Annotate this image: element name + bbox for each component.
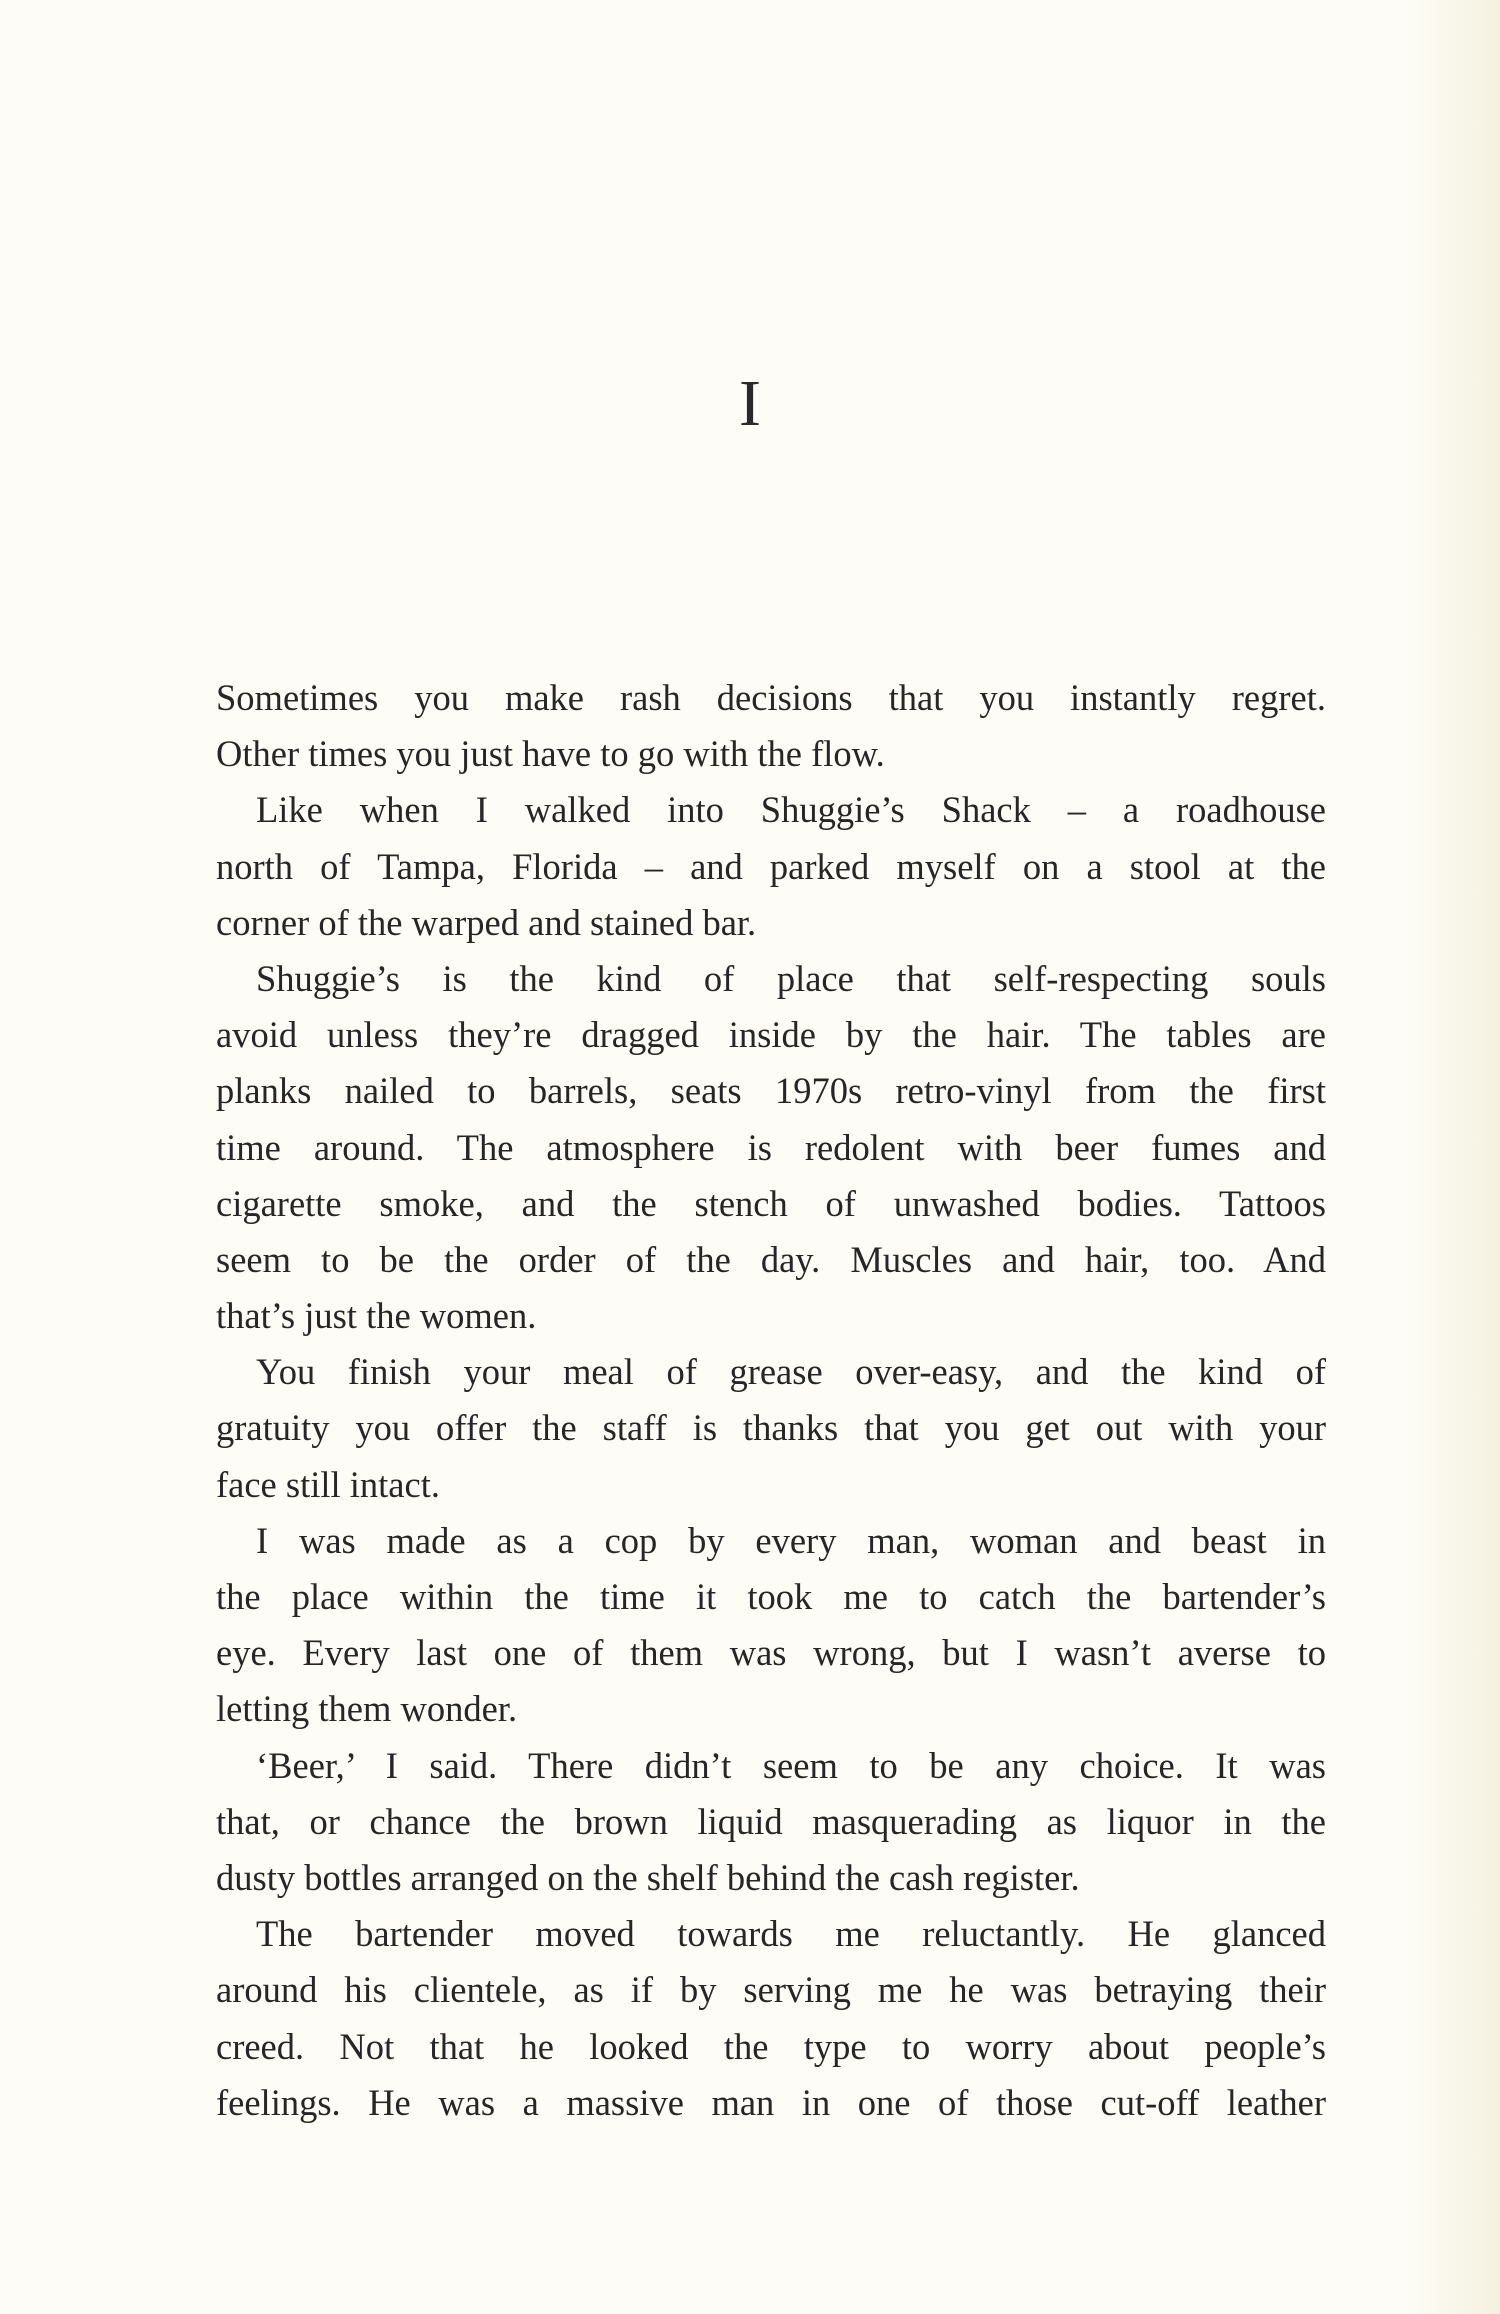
text-line: Shuggie’s is the kind of place that self-respecting souls — [256, 957, 1326, 999]
text-line: I was made as a cop by every man, woman and beast in — [256, 1519, 1326, 1561]
text-line: Other times you just have to go with the flow. — [216, 733, 885, 775]
paragraph — [216, 951, 1326, 1344]
text-line: feelings. He was a massive man in one of those cut-off leather — [216, 2081, 1326, 2123]
text-line: the place within the time it took me to catch the bartender’s — [216, 1576, 1326, 1617]
paragraph — [216, 1738, 1326, 1907]
paragraph — [216, 1513, 1326, 1738]
text-line: face still intact. — [216, 1463, 440, 1505]
text-line: eye. Every last one of them was wrong, but I wasn’t averse to — [216, 1632, 1326, 1674]
text-line: Like when I walked into Shuggie’s Shack – a roadhouse — [256, 789, 1326, 831]
paragraph — [216, 670, 1326, 782]
text-line: gratuity you offer the staff is thanks that you get out with your — [216, 1407, 1326, 1449]
text-line: around his clientele, as if by serving me he was betraying their — [216, 1969, 1326, 2011]
text-line: that’s just the women. — [216, 1295, 537, 1337]
text-line: planks nailed to barrels, seats 1970s retro-vinyl from the first — [216, 1070, 1326, 1112]
text-line: The bartender moved towards me reluctantly. He glanced — [256, 1913, 1326, 1955]
text-line: ‘Beer,’ I said. There didn’t seem to be any choice. It was — [256, 1744, 1326, 1786]
body-text — [216, 670, 1326, 2131]
paragraph — [216, 782, 1326, 951]
page-edge-shadow — [1410, 0, 1500, 2314]
text-line: that, or chance the brown liquid masquerading as liquor in the — [216, 1800, 1326, 1842]
chapter-number: I — [739, 367, 761, 440]
text-line: dusty bottles arranged on the shelf behind the cash register. — [216, 1856, 1080, 1898]
text-line: corner of the warped and stained bar. — [216, 901, 757, 943]
paragraph — [216, 1344, 1326, 1513]
paragraph — [216, 1906, 1326, 2131]
text-line: You finish your meal of grease over-easy, and the kind of — [256, 1351, 1326, 1393]
text-line: Sometimes you make rash decisions that you instantly regret. — [216, 677, 1326, 718]
text-line: avoid unless they’re dragged inside by the hair. The tables are — [216, 1014, 1326, 1056]
text-line: cigarette smoke, and the stench of unwashed bodies. Tattoos — [216, 1182, 1326, 1224]
text-line: creed. Not that he looked the type to worry about people’s — [216, 2025, 1326, 2067]
text-line: north of Tampa, Florida – and parked myself on a stool at the — [216, 845, 1326, 887]
text-line: letting them wonder. — [216, 1688, 518, 1730]
text-line: seem to be the order of the day. Muscles and hair, too. And — [216, 1238, 1326, 1280]
text-line: time around. The atmosphere is redolent with beer fumes and — [216, 1126, 1326, 1168]
